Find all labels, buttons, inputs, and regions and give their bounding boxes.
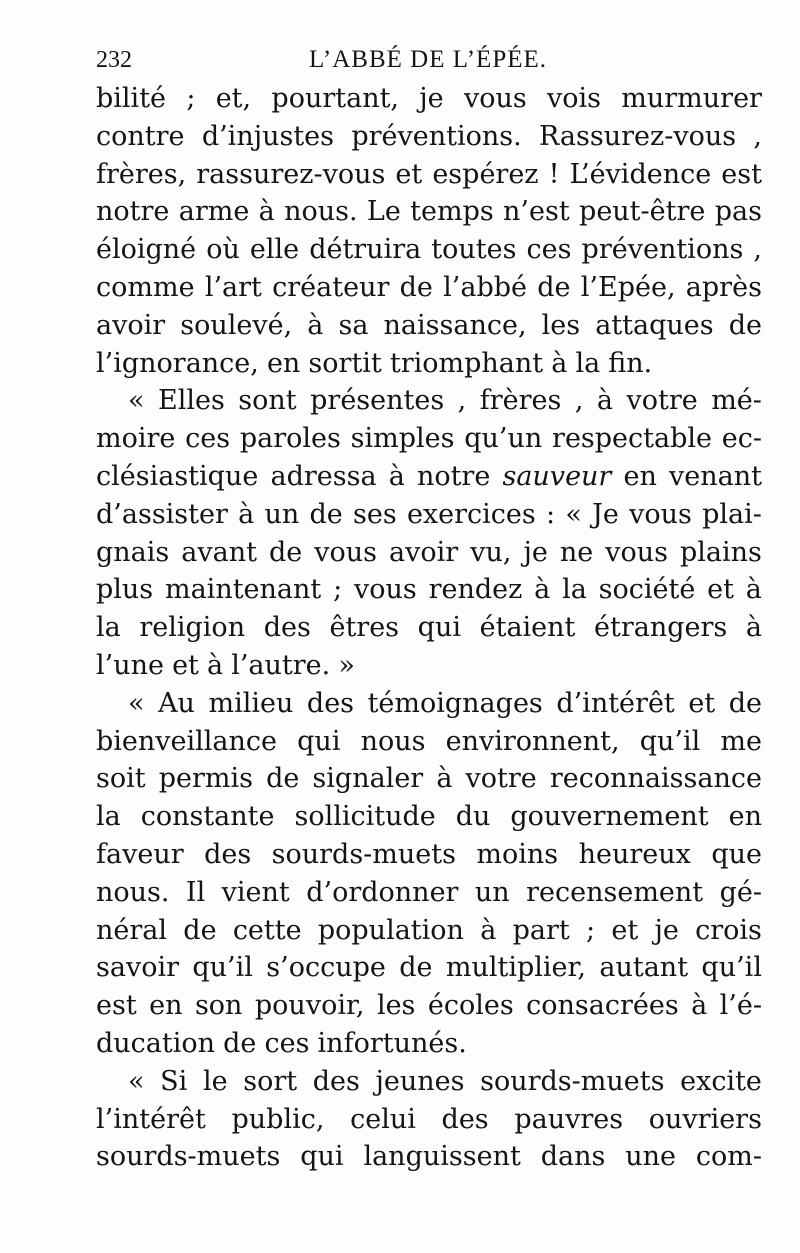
text-line: avoir soulevé, à sa naissance, les attaques de bbox=[96, 309, 762, 341]
page-number: 232 bbox=[96, 47, 132, 73]
text-line: notre arme à nous. Le temps n’est peut-être pas bbox=[96, 196, 762, 228]
text-line: soit permis de signaler à votre reconnaissance bbox=[96, 763, 762, 795]
text-line: sourds-muets qui languissent dans une com- bbox=[96, 1141, 762, 1173]
text-line: l’ignorance, en sortit triomphant à la fin. bbox=[96, 347, 653, 379]
text-line: d’assister à un de ses exercices : « Je vous plai- bbox=[96, 498, 762, 530]
text-line: est en son pouvoir, les écoles consacrées à l’é- bbox=[96, 990, 762, 1022]
text-line: bienveillance qui nous environnent, qu’il me bbox=[96, 725, 762, 757]
text-line: comme l’art créateur de l’abbé de l’Epée, après bbox=[96, 271, 762, 303]
text-line: « Elles sont présentes , frères , à votre mé- bbox=[128, 385, 762, 417]
text-line: « Au milieu des témoignages d’intérêt et de bbox=[128, 687, 762, 719]
body-text bbox=[96, 80, 762, 1176]
text-line: savoir qu’il s’occupe de multiplier, autant qu’il bbox=[96, 952, 762, 984]
text-line: frères, rassurez-vous et espérez ! L’évidence est bbox=[96, 158, 762, 190]
text-line: l’une et à l’autre. » bbox=[96, 649, 355, 681]
text-line: moire ces paroles simples qu’un respectable ec- bbox=[96, 423, 762, 455]
text-line: plus maintenant ; vous rendez à la société et à bbox=[96, 574, 762, 606]
text-line: nous. Il vient d’ordonner un recensement gé- bbox=[96, 876, 762, 908]
text-line: bilité ; et, pourtant, je vous vois murmurer bbox=[96, 83, 762, 114]
text-line: clésiastique adressa à notre sauveur en venant bbox=[96, 460, 762, 492]
page-header bbox=[96, 40, 760, 80]
text-line: éloigné où elle détruira toutes ces préventions , bbox=[96, 234, 762, 266]
text-line: gnais avant de vous avoir vu, je ne vous plains bbox=[96, 536, 762, 568]
text-line: faveur des sourds-muets moins heureux que bbox=[96, 838, 762, 870]
text-line: la constante sollicitude du gouvernement en bbox=[96, 801, 762, 833]
text-line: « Si le sort des jeunes sourds-muets excite bbox=[128, 1065, 762, 1097]
text-line: néral de cette population à part ; et je crois bbox=[96, 914, 762, 946]
text-line: l’intérêt public, celui des pauvres ouvriers bbox=[96, 1103, 762, 1135]
text-line: ducation de ces infortunés. bbox=[96, 1027, 467, 1059]
text-line: contre d’injustes préventions. Rassurez-vous , bbox=[96, 120, 762, 152]
running-title: L’ABBÉ DE L’ÉPÉE. bbox=[308, 46, 548, 73]
text-line: la religion des êtres qui étaient étrangers à bbox=[96, 612, 762, 644]
